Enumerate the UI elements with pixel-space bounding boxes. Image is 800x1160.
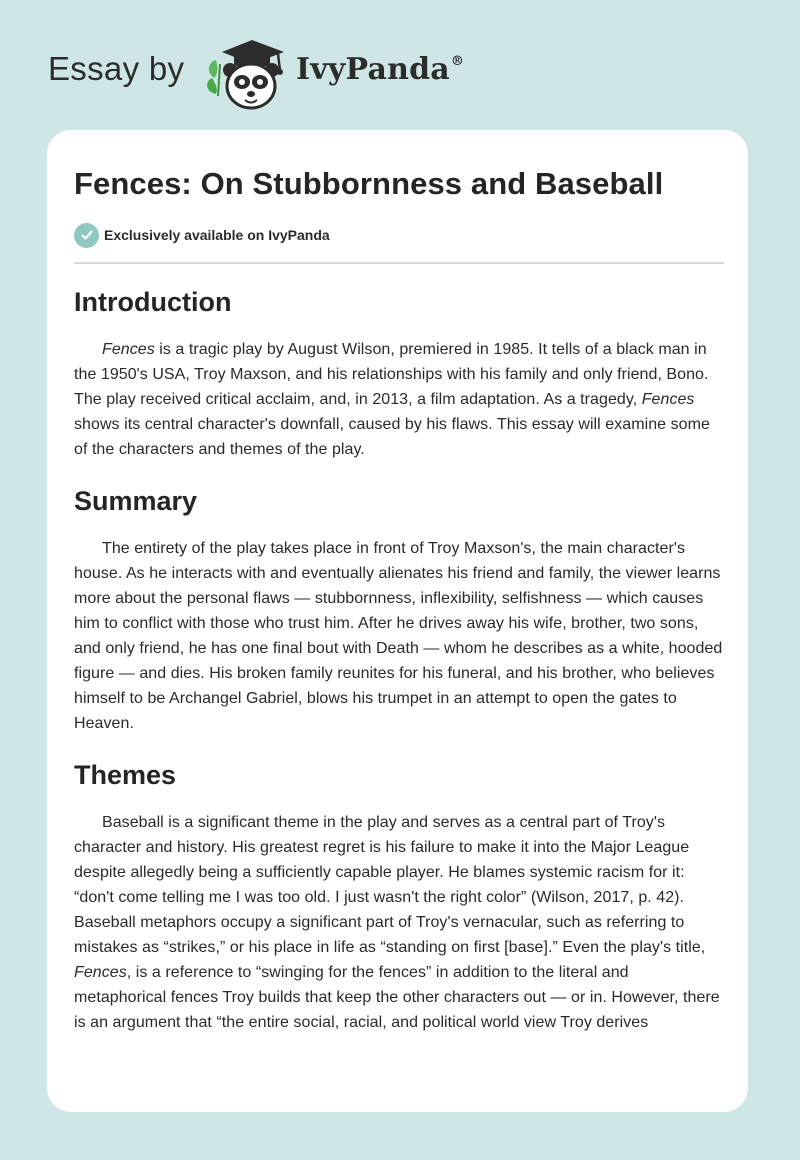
exclusive-badge-text: Exclusively available on IvyPanda [104,227,330,243]
check-circle-icon [74,223,99,248]
title-divider [74,262,724,264]
italic-title: Fences [102,341,155,358]
site-header [48,30,468,110]
paragraph-summary [74,536,724,736]
section-heading-summary: Summary [74,486,198,516]
essay-title: Fences: On Stubbornness and Baseball [74,166,664,201]
essay-content [74,164,724,1035]
paragraph-text: The entirety of the play takes place in front of Troy Maxson's, the main character's house. As he interacts with and eventually alienates his friend and family, the viewer learns more about the personal flaws — stubbornness, inflexibility, selfishness — which causes him to conflict with those who trust him. After he drives away his wife, brother, two sons, and only friend, he has one final bout with Death — whom he describes as a white, hooded figure — and dies. His broken family reunites for his funeral, and his brother, who believes himself to be Archangel Gabriel, blows his trumpet in an attempt to open the gates to Heaven. [74,540,723,732]
paragraph-text: shows its central character's downfall, caused by his flaws. This essay will examine some of the characters and themes of the play. [74,416,710,458]
exclusive-badge [74,222,724,248]
italic-title: Fences [641,391,695,408]
registered-mark: ® [450,54,465,69]
paragraph-themes [74,810,724,1035]
paragraph-introduction [74,337,724,462]
paragraph-text: is a tragic play by August Wilson, premiered in 1985. It tells of a black man in the 1950's USA, Troy Maxson, and his relationships with his family and only friend, Bono. The play received critical acclaim, and, in 2013, a film adaptation. As a tragedy, [74,341,709,408]
panda-face-icon [223,63,279,108]
essay-card [47,130,748,1112]
panda-logo-icon[interactable] [204,34,288,112]
brand-name[interactable] [296,52,464,87]
italic-title: Fences [74,964,127,981]
section-heading-themes: Themes [74,760,177,790]
brand-text: IvyPanda [296,52,450,87]
section-heading-introduction: Introduction [74,287,232,317]
paragraph-text: , is a reference to “swinging for the fences” in addition to the literal and metaphorical fences Troy builds that keep the other characters out — or in. However, there is an argument that “the entire social, racial, and political world view Troy derives [74,964,720,1031]
paragraph-text: Baseball is a significant theme in the play and serves as a central part of Troy's character and history. His greatest regret is his failure to make it into the Major League despite allegedly being a sufficiently capable player. He blames systemic racism for it: “don't come telling me I was too old. I just wasn't the right color” (Wilson, 2017, p. 42). Baseball metaphors occupy a significant part of Troy's vernacular, such as referring to mistakes as “strikes,” or his place in life as “standing on first [base].” Even the play's title, [74,814,706,956]
essay-by-label: Essay by [48,50,185,87]
leaf-icon [207,60,220,96]
